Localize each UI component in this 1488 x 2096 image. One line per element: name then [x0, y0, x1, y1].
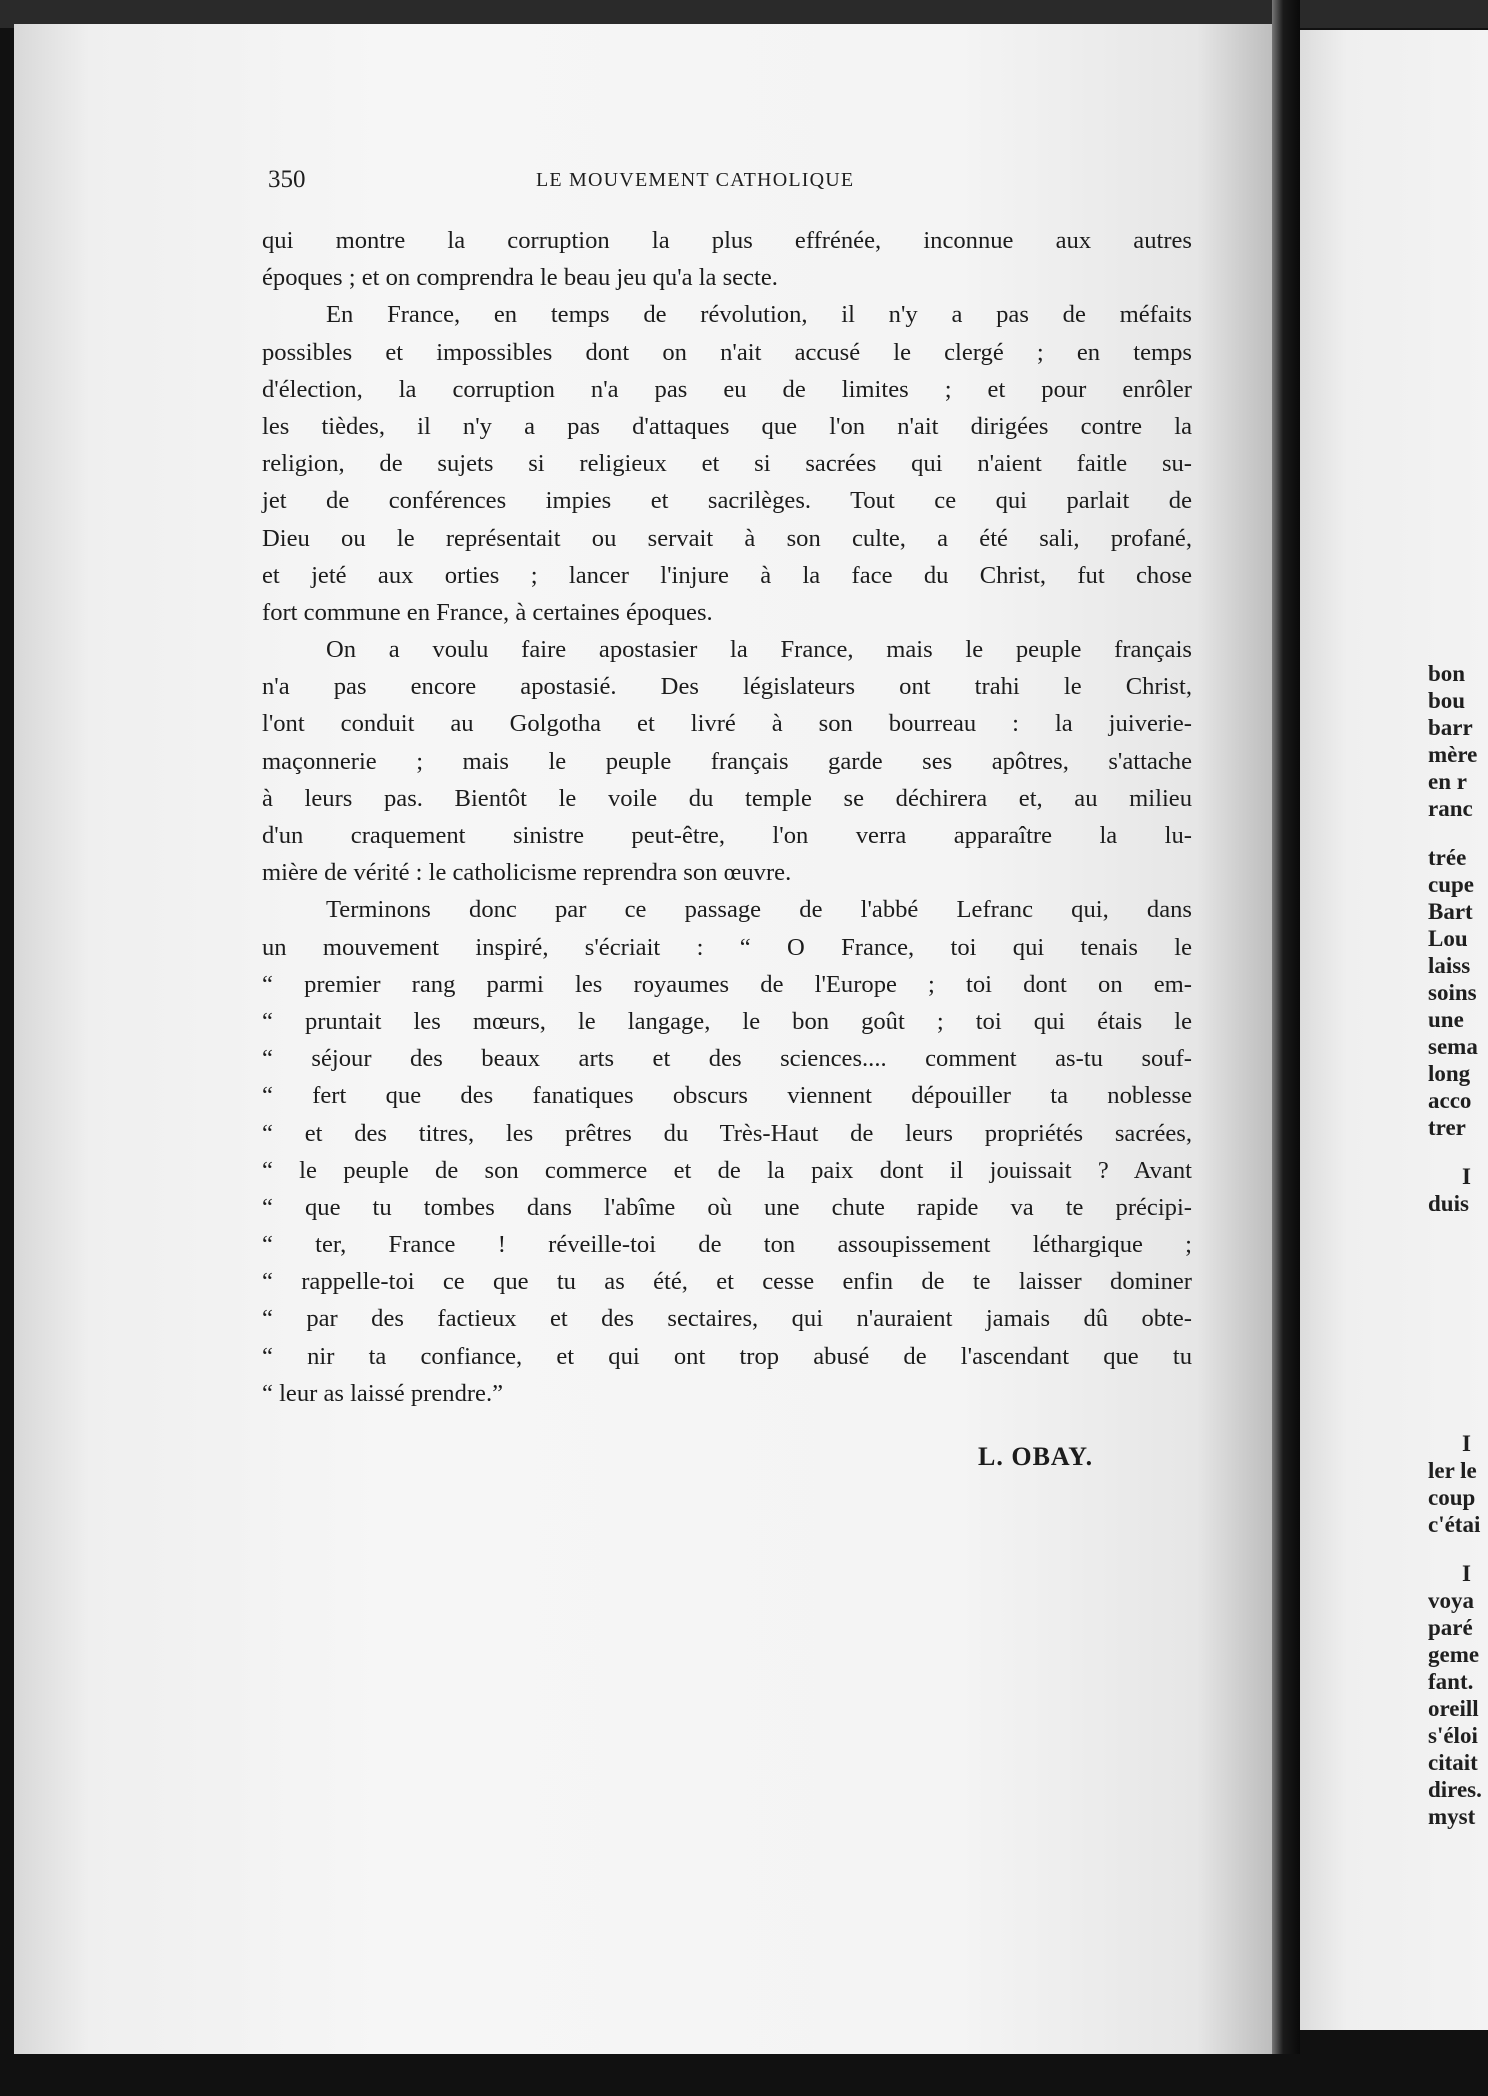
book-gutter	[1272, 0, 1300, 2096]
text-fragment: dires.	[1428, 1777, 1482, 1802]
text-line: jet de conférences impies et sacrilèges. Tout ce qui parlait de	[262, 487, 1192, 515]
text-line: “ séjour des beaux arts et des sciences.... comment as-tu souf-	[262, 1045, 1192, 1073]
text-fragment: coup	[1428, 1485, 1476, 1510]
text-line: les tièdes, il n'y a pas d'attaques que l'on n'ait dirigées contre la	[262, 412, 1192, 440]
running-head	[268, 166, 1208, 196]
text-fragment: bou	[1428, 688, 1466, 713]
text-fragment: mère	[1428, 742, 1478, 767]
text-line: Dieu ou le représentait ou servait à son culte, a été sali, profané,	[262, 524, 1192, 552]
text-line: d'élection, la corruption n'a pas eu de limites ; et pour enrôler	[262, 375, 1192, 403]
paragraph	[262, 631, 1192, 891]
text-line: religion, de sujets si religieux et si sacrées qui n'aient faitle su-	[262, 450, 1192, 478]
right-page-paragraph	[1428, 844, 1478, 1141]
text-fragment: barr	[1428, 715, 1473, 740]
text-line: “ que tu tombes dans l'abîme où une chute rapide va te précipi-	[262, 1193, 1192, 1221]
text-line: “ premier rang parmi les royaumes de l'Europe ; toi dont on em-	[262, 970, 1192, 998]
right-page-paragraph	[1428, 1163, 1478, 1217]
text-fragment: geme	[1428, 1642, 1480, 1667]
text-fragment: une	[1428, 1007, 1464, 1032]
text-line: “ rappelle-toi ce que tu as été, et cesse enfin de te laisser dominer	[262, 1268, 1192, 1296]
text-line: Terminons donc par ce passage de l'abbé Lefranc qui, dans	[326, 896, 1192, 924]
text-line: d'un craquement sinistre peut-être, l'on verra apparaître la lu-	[262, 822, 1192, 849]
text-fragment: ler le	[1428, 1458, 1477, 1483]
text-line: fort commune en France, à certaines époques.	[262, 598, 713, 626]
scan-bottom-border	[0, 2054, 1488, 2096]
text-fragment: oreill	[1428, 1696, 1479, 1721]
text-line: un mouvement inspiré, s'écriait : “ O France, toi qui tenais le	[262, 933, 1192, 961]
text-line: l'ont conduit au Golgotha et livré à son bourreau : la juiverie-	[262, 710, 1192, 738]
text-fragment: cupe	[1428, 872, 1474, 897]
text-fragment: laiss	[1428, 953, 1471, 978]
text-line: “ pruntait les mœurs, le langage, le bon goût ; toi qui étais le	[262, 1007, 1192, 1035]
text-fragment: I	[1462, 1164, 1471, 1189]
author-signature: L. OBAY.	[978, 1442, 1094, 1471]
text-line: On a voulu faire apostasier la France, mais le peuple français	[326, 636, 1192, 664]
text-fragment: s'éloi	[1428, 1723, 1478, 1748]
text-fragment: acco	[1428, 1088, 1472, 1113]
text-fragment: en r	[1428, 769, 1467, 794]
page-number: 350	[268, 166, 306, 193]
text-fragment: Lou	[1428, 926, 1468, 951]
right-page-text-block	[1428, 660, 1478, 1239]
text-fragment: trer	[1428, 1115, 1466, 1140]
text-line: n'a pas encore apostasié. Des législateurs ont trahi le Christ,	[262, 673, 1192, 701]
text-fragment: long	[1428, 1061, 1471, 1086]
text-line: mière de vérité : le catholicisme reprendra son œuvre.	[262, 859, 792, 887]
text-fragment: c'étai	[1428, 1512, 1481, 1537]
text-fragment: myst	[1428, 1804, 1476, 1829]
text-line: “ ter, France ! réveille-toi de ton assoupissement léthargique ;	[262, 1231, 1192, 1259]
text-line: et jeté aux orties ; lancer l'injure à la face du Christ, fut chose	[262, 561, 1192, 589]
right-page-text-block	[1428, 1430, 1482, 1852]
text-fragment: citait	[1428, 1750, 1478, 1775]
paragraph	[262, 222, 1192, 296]
text-fragment: I	[1462, 1561, 1471, 1586]
text-line: “ le peuple de son commerce et de la paix dont il jouissait ? Avant	[262, 1156, 1192, 1184]
text-fragment: trée	[1428, 845, 1467, 870]
text-line: époques ; et on comprendra le beau jeu qu'a la secte.	[262, 264, 778, 292]
text-line: à leurs pas. Bientôt le voile du temple se déchirera et, au milieu	[262, 784, 1192, 812]
text-fragment: I	[1462, 1431, 1471, 1456]
text-line: En France, en temps de révolution, il n'y a pas de méfaits	[326, 301, 1192, 329]
paragraph	[262, 891, 1192, 1412]
text-fragment: fant.	[1428, 1669, 1474, 1694]
text-fragment: ranc	[1428, 796, 1473, 821]
text-line: “ leur as laissé prendre.”	[262, 1379, 504, 1407]
right-page-paragraph	[1428, 1560, 1482, 1830]
text-line: “ fert que des fanatiques obscurs viennent dépouiller ta noblesse	[262, 1082, 1192, 1110]
right-page-paragraph	[1428, 1430, 1482, 1538]
article-body	[262, 222, 1192, 1412]
paragraph	[262, 296, 1192, 631]
text-fragment: paré	[1428, 1615, 1473, 1640]
text-line: possibles et impossibles dont on n'ait accusé le clergé ; en temps	[262, 338, 1192, 366]
text-fragment: soins	[1428, 980, 1477, 1005]
text-line: maçonnerie ; mais le peuple français garde ses apôtres, s'attache	[262, 747, 1192, 775]
text-fragment: voya	[1428, 1588, 1474, 1613]
text-line: qui montre la corruption la plus effrénée, inconnue aux autres	[262, 227, 1192, 254]
text-line: “ par des factieux et des sectaires, qui n'auraient jamais dû obte-	[262, 1305, 1192, 1333]
running-title: LE MOUVEMENT CATHOLIQUE	[536, 169, 855, 191]
text-line: “ nir ta confiance, et qui ont trop abusé de l'ascendant que tu	[262, 1342, 1192, 1370]
text-fragment: sema	[1428, 1034, 1478, 1059]
text-fragment: bon	[1428, 661, 1466, 686]
text-line: “ et des titres, les prêtres du Très-Haut de leurs propriétés sacrées,	[262, 1119, 1192, 1147]
right-page-paragraph	[1428, 660, 1478, 822]
text-fragment: duis	[1428, 1191, 1469, 1216]
text-fragment: Bart	[1428, 899, 1473, 924]
right-page-fragment	[1300, 30, 1488, 2030]
